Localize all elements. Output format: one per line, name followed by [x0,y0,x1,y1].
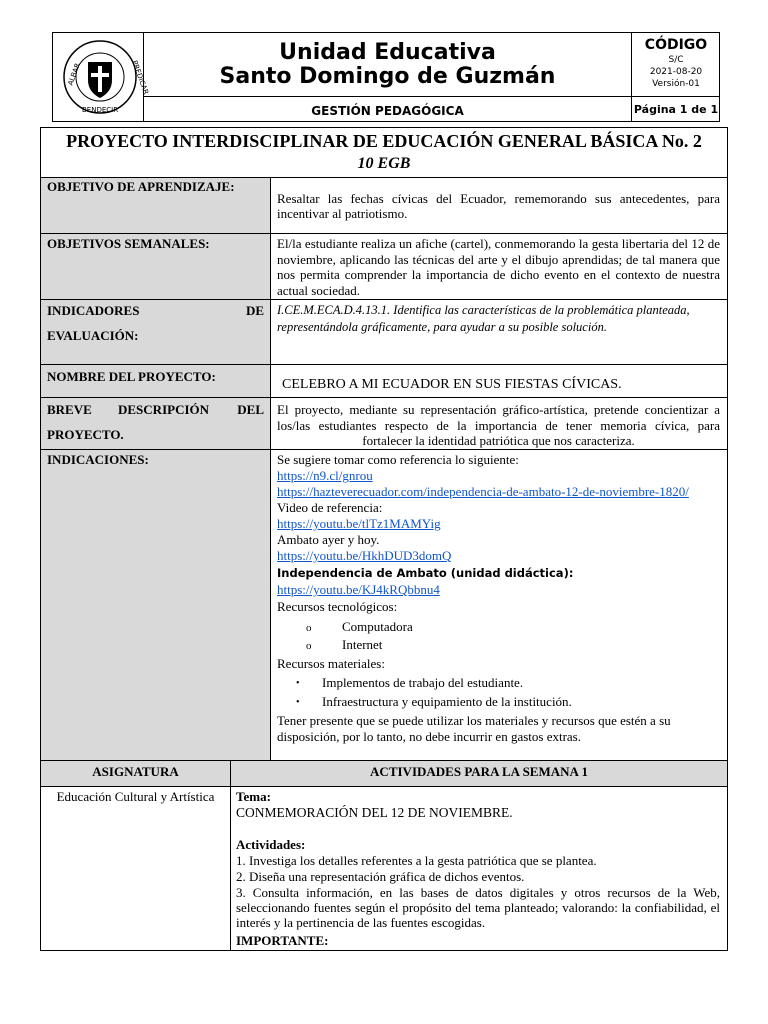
description-text: El proyecto, mediante su representación gráfico-artística, pretende concientizar a los/las estudiantes respecto de la importancia de tener memoria cívica, para fortalecer la identidad patriótica que nos caracteriza. [277,402,720,448]
project-name-label: NOMBRE DEL PROYECTO: [47,369,216,384]
rule [40,233,728,234]
rule [40,177,728,178]
indicators-text: I.CE.M.ECA.D.4.13.1. Identifica las características de la problemática planteada, representándola gráficamente, para ayudar a su posible solución. [277,303,690,334]
description-label-3: DEL [237,402,264,417]
indicators-label-3: EVALUACIÓN: [47,328,139,343]
video-link[interactable]: https://youtu.be/HkhDUD3domQ [277,548,452,563]
project-title: PROYECTO INTERDISCIPLINAR DE EDUCACIÓN GENERAL BÁSICA No. 2 [66,131,702,151]
description-label-1: BREVE [47,402,92,417]
list-item: Infraestructura y equipamiento de la institución. [322,694,572,709]
project-name-text: CELEBRO A MI ECUADOR EN SUS FIESTAS CÍVICAS. [282,377,622,392]
tech-resources-label: Recursos tecnológicos: [277,599,398,614]
weekly-objectives-label: OBJETIVOS SEMANALES: [47,236,210,251]
list-bullet: o [306,640,312,652]
weekly-objectives-text: El/la estudiante realiza un afiche (cartel), conmemorando la gesta libertaria del 12 de noviembre, aplicando las técnicas del arte y el dibujo aprendidas; de tal manera que nos permita comprender la importancia de dicho evento en el contexto de nuestra actual sociedad. [277,236,720,298]
list-bullet: • [296,697,300,708]
activities-label: Actividades: [236,837,306,852]
video-link[interactable]: https://youtu.be/KJ4kRQbbnu4 [277,582,440,597]
indicators-label-1: INDICADORES [47,303,140,318]
page-number: Página 1 de 1 [633,103,719,116]
video-link[interactable]: https://youtu.be/tlTz1MAMYig [277,516,441,531]
tema-label: Tema: [236,789,271,804]
description-label-4: PROYECTO. [47,427,124,442]
school-name-line2: Santo Domingo de Guzmán [219,64,556,89]
indications-label: INDICACIONES: [47,452,149,467]
tema-text: CONMEMORACIÓN DEL 12 DE NOVIEMBRE. [236,805,513,820]
rule [40,786,728,787]
school-logo [60,38,150,116]
unit-label: Independencia de Ambato (unidad didáctica): [277,566,574,580]
reference-link[interactable]: https://n9.cl/gnrou [277,468,373,483]
activities-header: ACTIVIDADES PARA LA SEMANA 1 [370,764,588,779]
activity-item: 1. Investiga los detalles referentes a la gesta patriótica que se plantea. [236,853,597,868]
video-label: Video de referencia: [277,500,383,515]
list-item: Internet [342,637,383,652]
code-value: S/C [668,55,684,65]
rule [40,364,728,365]
logo-text-left: ALBAR [66,62,82,87]
ambato-label: Ambato ayer y hoy. [277,532,380,547]
indicators-label-2: DE [245,303,264,318]
objective-text: Resaltar las fechas cívicas del Ecuador, rememorando sus antecedentes, para incentivar al patriotismo. [277,191,720,221]
code-date: 2021-08-20 [649,67,703,77]
header-row-divider [143,96,720,97]
list-item: Implementos de trabajo del estudiante. [322,675,524,690]
indications-intro: Se sugiere tomar como referencia lo siguiente: [277,452,519,467]
department-title: GESTIÓN PEDAGÓGICA [311,104,464,118]
list-bullet: o [306,622,312,634]
subject-name: Educación Cultural y Artística [56,789,215,804]
rule [40,449,728,450]
list-bullet: • [296,678,300,689]
description-label-2: DESCRIPCIÓN [118,402,210,417]
closing-note: Tener presente que se puede utilizar los materiales y recursos que estén a su disposición, por lo tanto, no debe incurrir en gastos extras. [277,713,671,744]
logo-text-bottom: BENDECIR [82,106,119,114]
logo-text-right: PREDICAR [130,59,150,96]
project-grade: 10 EGB [357,155,411,172]
rule [40,299,728,300]
subject-header: ASIGNATURA [92,764,179,779]
activities-column-divider [230,760,231,951]
material-resources-label: Recursos materiales: [277,656,385,671]
activity-item: 2. Diseña una representación gráfica de dichos eventos. [236,869,525,884]
reference-link[interactable]: https://hazteverecuador.com/independencia-de-ambato-12-de-noviembre-1820/ [277,484,689,499]
activity-item: 3. Consulta información, en las bases de datos digitales y otros recursos de la Web, seleccionando fuentes según el propósito del tema planteado; valorando: la confiabilidad, el interés y la pertinencia de las fuentes escogidas. [236,885,720,930]
label-column-bg [41,177,270,760]
code-label: CÓDIGO [644,37,708,53]
important-label: IMPORTANTE: [236,933,329,948]
label-column-divider [270,177,271,760]
list-item: Computadora [342,619,413,634]
rule [40,397,728,398]
code-version: Versión-01 [652,79,700,89]
objective-label: OBJETIVO DE APRENDIZAJE: [47,179,235,194]
school-name-line1: Unidad Educativa [279,40,496,65]
